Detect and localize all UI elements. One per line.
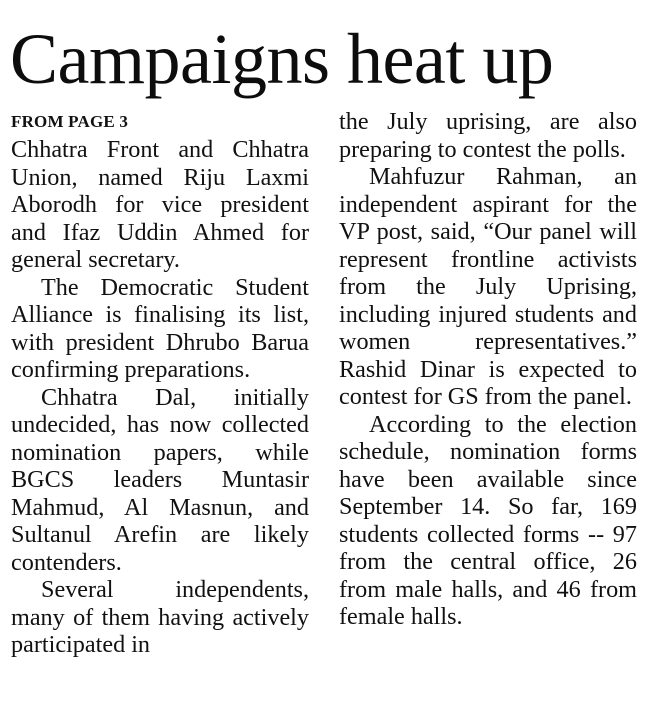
paragraph-independents-continued: the July uprising, are also preparing to contest the polls. bbox=[339, 108, 637, 163]
continuation-kicker: FROM PAGE 3 bbox=[11, 112, 129, 131]
paragraph-mahfuzur-quote: Mahfuzur Rahman, an independent aspirant for the VP post, said, “Our panel will represent frontline activists from the July Uprising, including injured students and women representatives.” Rashid Dinar is expected to contest for GS from the panel. bbox=[339, 163, 637, 410]
paragraph-independents-start: Several independents, many of them having actively participated in bbox=[11, 576, 309, 658]
article-column-left bbox=[11, 108, 309, 659]
article-column-right bbox=[339, 108, 637, 631]
paragraph-panel-names: Chhatra Front and Chhatra Union, named Riju Laxmi Aborodh for vice president and Ifaz Uddin Ahmed for general secretary. bbox=[11, 136, 309, 273]
paragraph-chhatra-dal: Chhatra Dal, initially undecided, has now collected nomination papers, while BGCS leaders Muntasir Mahmud, Al Masnun, and Sultanul Arefin are likely contenders. bbox=[11, 383, 309, 576]
paragraph-democratic-alliance: The Democratic Student Alliance is finalising its list, with president Dhrubo Barua confirming preparations. bbox=[11, 273, 309, 383]
paragraph-election-schedule: According to the election schedule, nomination forms have been available since September 14. So far, 169 students collected forms -- 97 from the central office, 26 from male halls, and 46 from female halls. bbox=[339, 410, 637, 630]
headline: Campaigns heat up bbox=[10, 19, 554, 99]
